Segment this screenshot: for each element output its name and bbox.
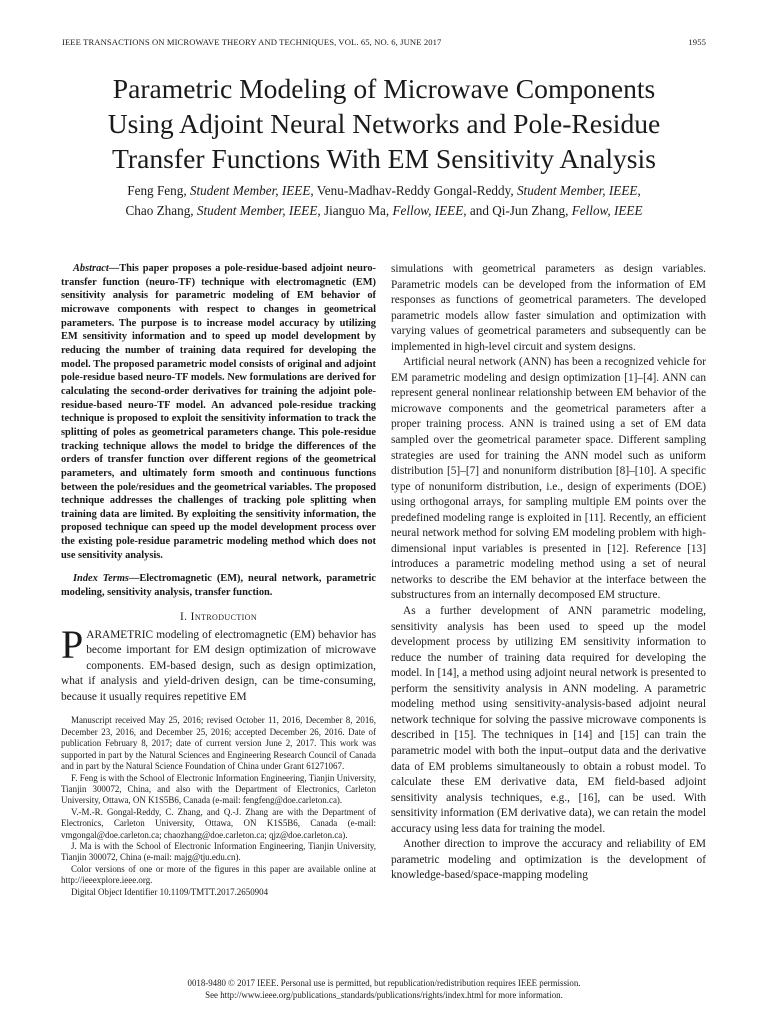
index-terms-lead: Index Terms: [73, 573, 129, 585]
author-name: ,: [637, 183, 641, 198]
page-number: 1955: [688, 37, 706, 47]
intro-first-word: ARAMETRIC: [86, 628, 154, 641]
body-paragraph: simulations with geometrical parameters as design variables. Parametric models can be developed from the information of EM responses as functions of geometrical parameters. The developed parametric models allow faster simulation and optimization with varying values of geometrical parameters and subsequently can be implemented in high-level circuit and system designs.: [391, 263, 706, 353]
author-name: Feng Feng,: [127, 183, 190, 198]
body-paragraph: Another direction to improve the accuracy and reliability of EM parametric modeling and optimization is the development of knowledge-based/space-mapping modeling: [391, 838, 706, 882]
body-paragraph: As a further development of ANN parametric modeling, sensitivity analysis has been used to speed up the model development process by utilizing EM sensitivity information to reduce the number of training data required for developing the model. In [14], a method using adjoint neural network is presented to perform the sensitivity analysis in ANN modeling. A parametric modeling method using sensitivity-analysis-based adjoint neural network technique for solving the passive microwave components is described in [15]. The techniques in [14] and [15] can train the parametric model with both the input–output data and the derivative data of EM problems simultaneously to obtain a robust model. To calculate these EM derivative data, EM field-based adjoint sensitivity analysis techniques, e.g., [16], can be used. With sensitivity information (EM derivative data), we can retain the model accuracy using less data for training the model.: [391, 605, 706, 835]
footnotes: [61, 715, 376, 898]
author-line: [40, 181, 728, 201]
copyright-notice: [40, 978, 728, 1001]
abstract: Abstract—This paper proposes a pole-residue-based adjoint neuro-transfer function (neuro-TF) technique with electromagnetic (EM) sensitivity analysis for parametric modeling of EM behavior of microwave components with respect to changes in geometrical parameters. The purpose is to increase model accuracy by utilizing EM sensitivity information and to speed up model development by reducing the number of training data required for developing the model. The proposed parametric model consists of original and adjoint pole-residue based neuro-TF models. New formulations are derived for calculating the second-order derivatives for training the adjoint pole-residue-based neuro-TF model. An advanced pole-residue tracking technique is proposed to exploit the sensitivity information to track the splitting of poles as geometrical parameters change. This pole-residue tracking technique allows the model to bridge the differences of the orders of transfer function over different regions of the geometrical parameters, and ultimately form smooth and continuous functions between the pole/residues and the geometrical variables. The proposed technique addresses the challenges of tracking pole splitting when training data are limited. By exploiting the sensitivity information, the proposed technique can speed up the model development process over the existing pole-residue parametric modeling method which does not use sensitivity analysis.: [61, 263, 376, 561]
left-column: [61, 262, 376, 898]
author-list: [40, 181, 728, 221]
footnote: V.-M.-R. Gongal-Reddy, C. Zhang, and Q.-J. Zhang are with the Department of Electronics, Carleton University, Ottawa, ON K1S5B6, Canada (e-mail: vmgongal@doe.carleton.ca; chaozhang@doe.carleton.ca; qjz@doe.carleton.ca).: [61, 806, 376, 840]
abstract-lead: Abstract: [73, 263, 109, 274]
author-role: Student Member, IEEE: [189, 183, 311, 198]
body-paragraph: Artificial neural network (ANN) has been a recognized vehicle for EM parametric modeling and design optimization [1]–[4]. ANN can represent general nonlinear relationship between EM behavior of the microwave components and the geometrical parameters after a proper training process. ANN is trained using a set of EM data sampled over the geometrical parameter space. Different sampling strategies are used for training the ANN model such as uniform distribution [5]–[7] and nonuniform distribution [8]–[10]. A specific type of nonuniform distribution, i.e., design of experiments (DOE) using orthogonal arrays, for sampling multiple EM points over the predefined modeling range is exploited in [11]. Recently, an efficient neural network method for solving EM modeling problem with high-dimensional input variables is presented in [12]. Reference [13] introduces a parametric modeling method using a set of neural networks to describe the EM behavior at the interface between the substructures from an internally decomposed EM structure.: [391, 356, 706, 602]
copyright-line: 0018-9480 © 2017 IEEE. Personal use is permitted, but republication/redistribution requires IEEE permission.: [187, 978, 581, 988]
running-head: [62, 37, 706, 51]
author-role: Fellow, IEEE: [392, 203, 464, 218]
right-column: [391, 262, 706, 884]
footnote: Manuscript received May 25, 2016; revised October 11, 2016, December 8, 2016, December 23, 2016, and December 25, 2016; accepted December 26, 2016. Date of publication February 8, 2017; date of current version June 2, 2017. This work was supported in part by the Natural Sciences and Engineering Research Council of Canada and in part by the Natural Science Foundation of China under Grant 61271067.: [61, 715, 376, 772]
title-line: Using Adjoint Neural Networks and Pole-Residue: [107, 108, 661, 139]
author-line: [40, 201, 728, 221]
title-line: Transfer Functions With EM Sensitivity Analysis: [112, 143, 656, 174]
author-role: Fellow, IEEE: [571, 203, 643, 218]
intro-text: modeling of electromagnetic (EM) behavior has become important for EM design optimization of microwave components. EM-based design, such as design optimization, what if analysis and yield-driven design, can be time-consuming, because it usually requires repetitive EM: [61, 628, 376, 703]
intro-paragraph: [61, 621, 376, 706]
author-name: Chao Zhang,: [125, 203, 197, 218]
author-name: , and Qi-Jun Zhang,: [463, 203, 572, 218]
author-name: , Jianguo Ma,: [317, 203, 393, 218]
title-line: Parametric Modeling of Microwave Components: [112, 73, 656, 104]
journal-header: IEEE TRANSACTIONS ON MICROWAVE THEORY AND TECHNIQUES, VOL. 65, NO. 6, JUNE 2017: [62, 37, 442, 47]
copyright-line: See http://www.ieee.org/publications_standards/publications/rights/index.html for more information.: [205, 989, 563, 1000]
footnote: F. Feng is with the School of Electronic Information Engineering, Tianjin University, Tianjin 300072, China, and also with the Department of Electronics, Carleton University, Ottawa, ON K1S5B6, Canada (e-mail: fengfeng@doe.carleton.ca).: [61, 772, 376, 806]
abstract-text: This paper proposes a pole-residue-based adjoint neuro-transfer function (neuro-TF) technique with electromagnetic (EM) sensitivity analysis for parametric modeling of EM behavior of microwave components with respect to changes in geometrical parameters. The purpose is to increase model accuracy by utilizing EM sensitivity information and to speed up model development by reducing the number of training data required for developing the model. The proposed parametric model consists of original and adjoint pole-residue based neuro-TF models. New formulations are derived for calculating the second-order derivatives for training the adjoint pole-residue-based neuro-TF model. An advanced pole-residue tracking technique is proposed to exploit the sensitivity information to track the splitting of poles as geometrical parameters change. This pole-residue tracking technique allows the model to bridge the differences of the orders of transfer function over different regions of the geometrical parameters, and ultimately form smooth and continuous functions between the pole/residues and the geometrical variables. The proposed technique addresses the challenges of tracking pole splitting when training data are limited. By exploiting the sensitivity information, the proposed technique can speed up the model development process over the existing pole-residue parametric modeling method which does not use sensitivity analysis.: [61, 263, 376, 561]
drop-cap: P: [61, 621, 84, 667]
paper-title: [40, 71, 728, 176]
index-terms-text: Electromagnetic (EM), neural network, parametric modeling, sensitivity analysis, transfer function.: [61, 573, 376, 599]
author-role: Student Member, IEEE: [516, 183, 638, 198]
footnote: Color versions of one or more of the figures in this paper are available online at http://ieeexplore.ieee.org.: [61, 863, 376, 886]
footnote: J. Ma is with the School of Electronic Information Engineering, Tianjin University, Tianjin 300072, China (e-mail: majg@tju.edu.cn).: [61, 840, 376, 863]
author-name: , Venu-Madhav-Reddy Gongal-Reddy,: [310, 183, 517, 198]
footnote: Digital Object Identifier 10.1109/TMTT.2017.2650904: [71, 886, 269, 897]
author-role: Student Member, IEEE: [196, 203, 318, 218]
section-heading: I. Introduction: [179, 610, 258, 623]
index-terms: Index Terms—Electromagnetic (EM), neural network, parametric modeling, sensitivity analysis, transfer function.: [61, 573, 376, 599]
